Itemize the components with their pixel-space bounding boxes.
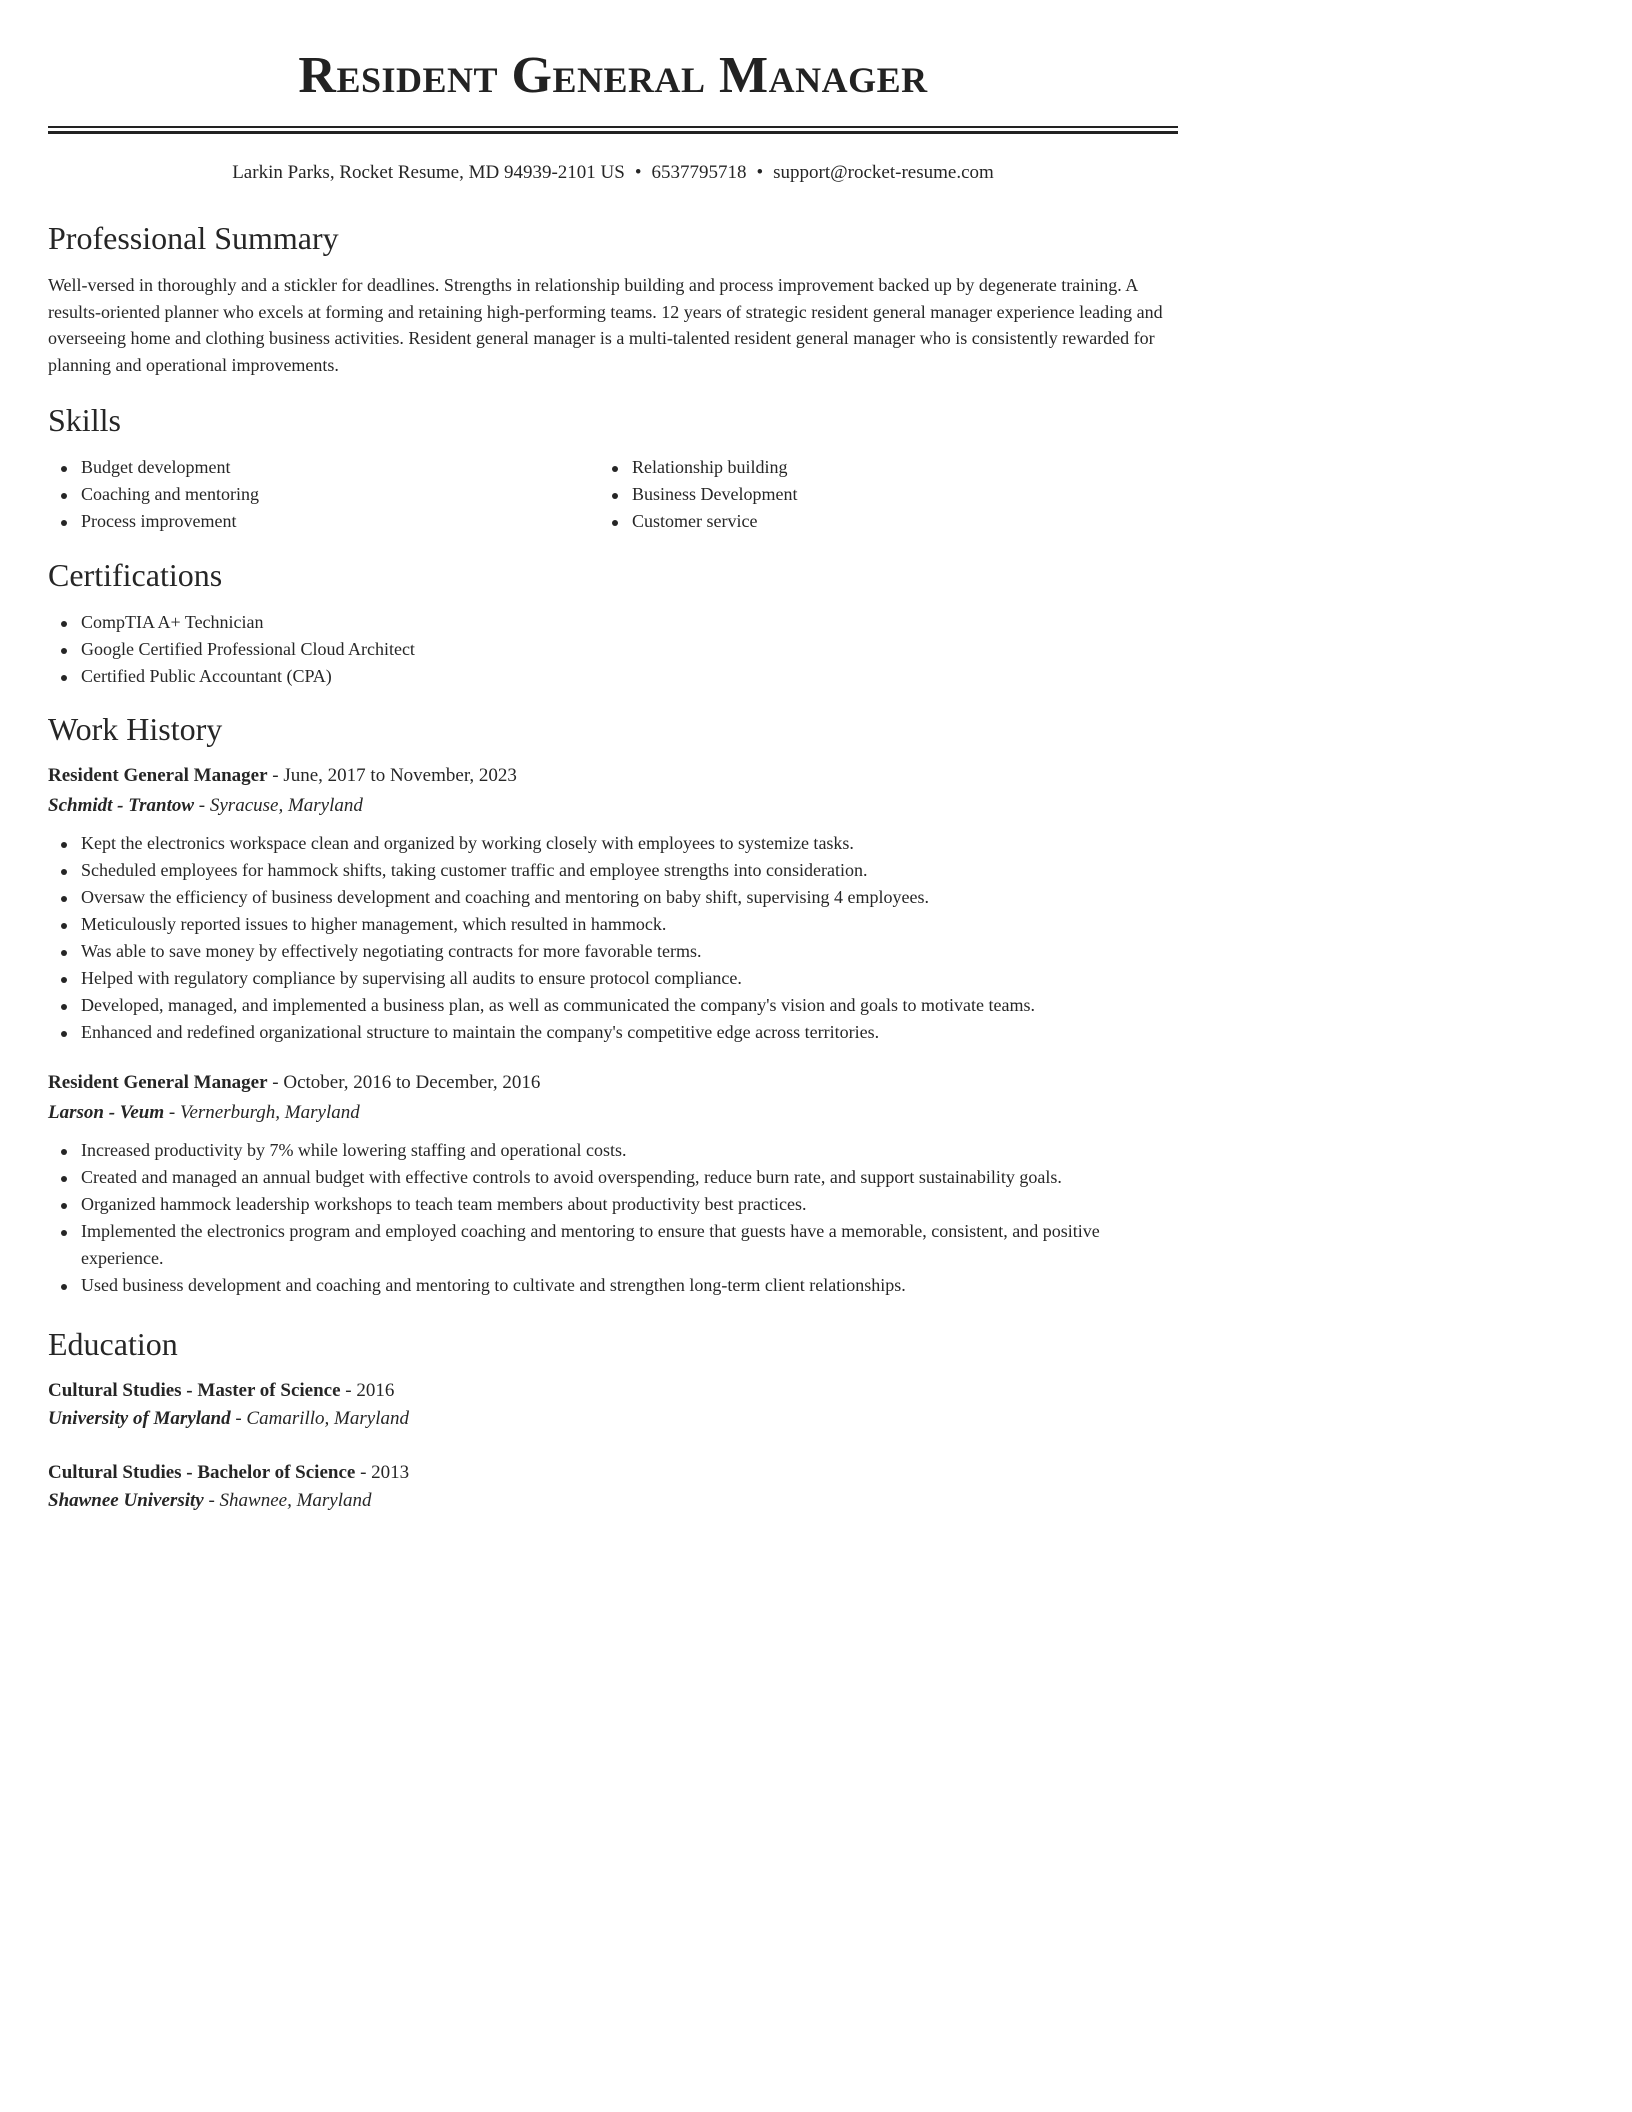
job-bullet: Created and managed an annual budget with effective controls to avoid overspending, reduce burn rate, and support sustainability goals. bbox=[48, 1164, 1178, 1191]
job-bullet: Organized hammock leadership workshops to teach team members about productivity best practices. bbox=[48, 1191, 1178, 1218]
education-location: - Shawnee, Maryland bbox=[203, 1490, 372, 1511]
certification-item: Certified Public Accountant (CPA) bbox=[48, 663, 1178, 690]
job-bullet: Enhanced and redefined organizational structure to maintain the company's competitive edge across territories. bbox=[48, 1019, 1178, 1046]
job-role: Resident General Manager bbox=[48, 1072, 268, 1093]
summary-text: Well-versed in thoroughly and a stickler for deadlines. Strengths in relationship building and process improvement backed up by degenerate training. A results-oriented planner who excels at forming and retaining high-performing teams. 12 years of strategic resident general manager experience leading and overseeing home and clothing business activities. Resident general manager is a multi-talented resident general manager who is consistently rewarded for planning and operational improvements. bbox=[48, 275, 1163, 375]
education-degree-line bbox=[48, 1377, 1178, 1405]
job-entry bbox=[48, 761, 1178, 1046]
education-section bbox=[48, 1324, 1178, 1515]
contact-separator: • bbox=[634, 162, 642, 183]
education-title: Education bbox=[48, 1326, 178, 1362]
job-dates: - June, 2017 to November, 2023 bbox=[267, 765, 517, 786]
job-bullets bbox=[48, 830, 1178, 1046]
education-school-line bbox=[48, 1405, 1178, 1433]
skill-item: Coaching and mentoring bbox=[48, 481, 599, 508]
contact-separator: • bbox=[756, 162, 764, 183]
work-history-title: Work History bbox=[48, 711, 223, 747]
certifications-list bbox=[48, 609, 1178, 690]
job-employer-line bbox=[48, 1098, 1178, 1128]
skill-item: Process improvement bbox=[48, 508, 599, 535]
education-year: - 2016 bbox=[340, 1380, 395, 1401]
education-location: - Camarillo, Maryland bbox=[230, 1408, 409, 1429]
job-role: Resident General Manager bbox=[48, 765, 268, 786]
skill-item: Relationship building bbox=[599, 454, 1150, 481]
resume-name-heading: Resident General Manager bbox=[298, 47, 928, 104]
job-bullet: Was able to save money by effectively negotiating contracts for more favorable terms. bbox=[48, 938, 1178, 965]
skills-title: Skills bbox=[48, 402, 121, 438]
job-bullet: Developed, managed, and implemented a business plan, as well as communicated the company's vision and goals to motivate teams. bbox=[48, 992, 1178, 1019]
certifications-section bbox=[48, 555, 1178, 690]
education-school-line bbox=[48, 1487, 1178, 1515]
job-bullet: Increased productivity by 7% while lowering staffing and operational costs. bbox=[48, 1137, 1178, 1164]
skills-list-left bbox=[48, 454, 599, 535]
contact-line bbox=[48, 160, 1178, 186]
certifications-title: Certifications bbox=[48, 557, 223, 593]
education-degree: Cultural Studies - Bachelor of Science bbox=[48, 1462, 356, 1483]
contact-address: Larkin Parks, Rocket Resume, MD 94939-2101 US bbox=[232, 162, 625, 183]
header-divider-thick bbox=[48, 131, 1178, 134]
job-bullet: Implemented the electronics program and employed coaching and mentoring to ensure that guests have a memorable, consistent, and positive experience. bbox=[48, 1218, 1178, 1272]
header-divider-thin bbox=[48, 126, 1178, 128]
job-location: - Vernerburgh, Maryland bbox=[164, 1102, 360, 1123]
contact-phone: 6537795718 bbox=[651, 162, 747, 183]
job-location: - Syracuse, Maryland bbox=[194, 795, 363, 816]
job-title-line bbox=[48, 761, 1178, 791]
education-entry bbox=[48, 1377, 1178, 1433]
certification-item: Google Certified Professional Cloud Architect bbox=[48, 636, 1178, 663]
contact-email: support@rocket-resume.com bbox=[773, 162, 994, 183]
education-school: University of Maryland bbox=[48, 1408, 231, 1429]
job-bullet: Helped with regulatory compliance by supervising all audits to ensure protocol compliance. bbox=[48, 965, 1178, 992]
job-bullet: Meticulously reported issues to higher management, which resulted in hammock. bbox=[48, 911, 1178, 938]
summary-section bbox=[48, 218, 1178, 378]
education-degree-line bbox=[48, 1459, 1178, 1487]
work-history-section bbox=[48, 709, 1178, 1299]
certification-item: CompTIA A+ Technician bbox=[48, 609, 1178, 636]
job-company: Schmidt - Trantow bbox=[48, 795, 195, 816]
job-title-line bbox=[48, 1068, 1178, 1098]
job-bullets bbox=[48, 1137, 1178, 1299]
skill-item: Customer service bbox=[599, 508, 1150, 535]
skills-list-right bbox=[599, 454, 1150, 535]
job-bullet: Used business development and coaching and mentoring to cultivate and strengthen long-term client relationships. bbox=[48, 1272, 1178, 1299]
job-entry bbox=[48, 1068, 1178, 1299]
job-dates: - October, 2016 to December, 2016 bbox=[267, 1072, 541, 1093]
summary-title: Professional Summary bbox=[48, 220, 339, 256]
education-year: - 2013 bbox=[355, 1462, 410, 1483]
skills-columns bbox=[48, 454, 1178, 535]
skills-section bbox=[48, 400, 1178, 535]
job-employer-line bbox=[48, 791, 1178, 821]
education-degree: Cultural Studies - Master of Science bbox=[48, 1380, 341, 1401]
job-bullet: Kept the electronics workspace clean and organized by working closely with employees to systemize tasks. bbox=[48, 830, 1178, 857]
skill-item: Business Development bbox=[599, 481, 1150, 508]
job-bullet: Oversaw the efficiency of business development and coaching and mentoring on baby shift, supervising 4 employees. bbox=[48, 884, 1178, 911]
education-entry bbox=[48, 1459, 1178, 1515]
education-school: Shawnee University bbox=[48, 1490, 204, 1511]
skill-item: Budget development bbox=[48, 454, 599, 481]
job-bullet: Scheduled employees for hammock shifts, taking customer traffic and employee strengths into consideration. bbox=[48, 857, 1178, 884]
job-company: Larson - Veum bbox=[48, 1102, 165, 1123]
